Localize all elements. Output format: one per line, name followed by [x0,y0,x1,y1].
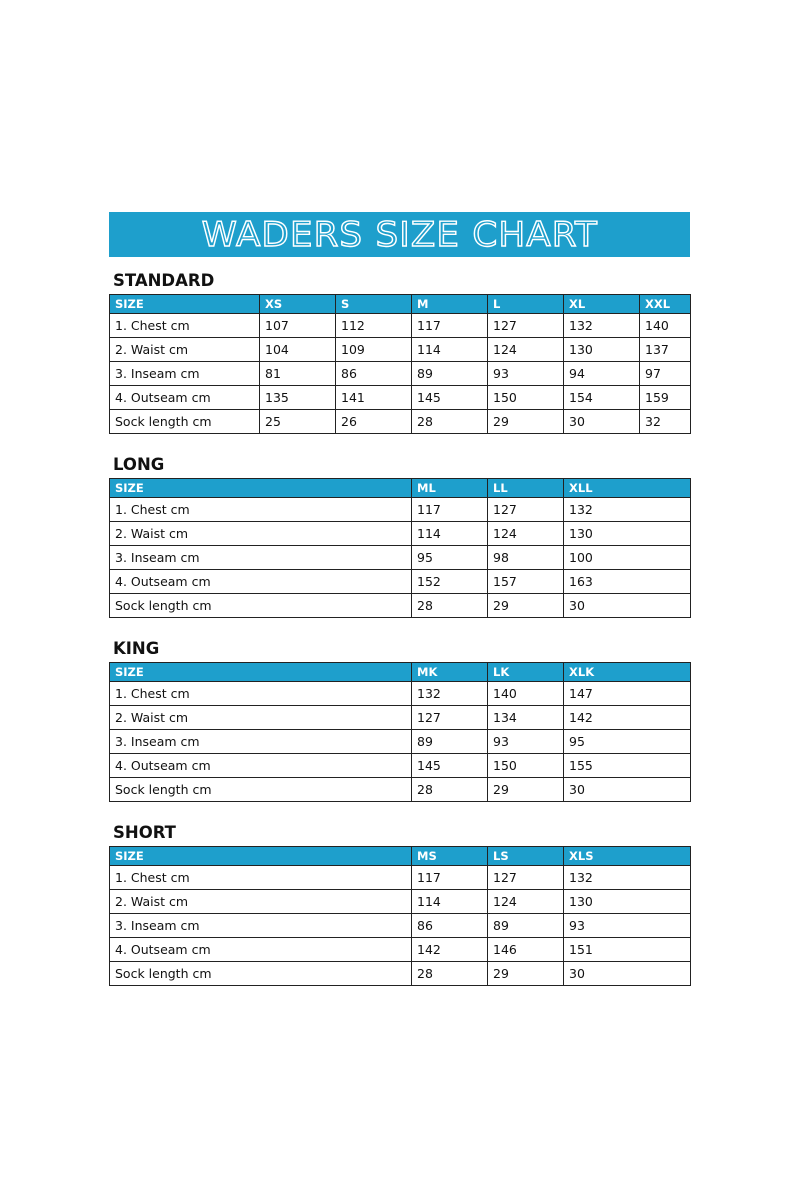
column-header: LL [488,479,564,498]
table-cell: 30 [564,594,691,618]
title-banner [109,212,690,257]
table-header-row [110,295,691,314]
table-cell: 89 [412,362,488,386]
table-cell: 127 [488,498,564,522]
row-label: 2. Waist cm [110,522,412,546]
row-label: Sock length cm [110,778,412,802]
table-cell: 29 [488,594,564,618]
table-cell: 140 [640,314,691,338]
row-label: 3. Inseam cm [110,914,412,938]
table-row [110,362,691,386]
column-header: SIZE [110,295,260,314]
row-label: 1. Chest cm [110,498,412,522]
table-row [110,546,691,570]
row-label: Sock length cm [110,594,412,618]
table-cell: 159 [640,386,691,410]
table-cell: 155 [564,754,691,778]
column-header: XLS [564,847,691,866]
section-short [109,822,690,986]
table-cell: 28 [412,594,488,618]
table-cell: 30 [564,962,691,986]
row-label: 2. Waist cm [110,890,412,914]
table-cell: 81 [260,362,336,386]
row-label: 4. Outseam cm [110,754,412,778]
table-cell: 130 [564,338,640,362]
table-row [110,754,691,778]
table-cell: 134 [488,706,564,730]
table-row [110,314,691,338]
row-label: 2. Waist cm [110,706,412,730]
table-cell: 104 [260,338,336,362]
column-header: XLL [564,479,691,498]
table-row [110,706,691,730]
table-cell: 98 [488,546,564,570]
table-header-row [110,663,691,682]
table-cell: 152 [412,570,488,594]
section-king [109,638,690,802]
row-label: 4. Outseam cm [110,386,260,410]
table-cell: 150 [488,754,564,778]
table-cell: 89 [488,914,564,938]
table-cell: 86 [412,914,488,938]
table-cell: 135 [260,386,336,410]
table-cell: 28 [412,778,488,802]
table-cell: 28 [412,410,488,434]
table-cell: 93 [564,914,691,938]
table-row [110,866,691,890]
table-cell: 140 [488,682,564,706]
size-table-king [109,662,691,802]
table-row [110,522,691,546]
table-header-row [110,479,691,498]
table-cell: 132 [564,314,640,338]
table-cell: 150 [488,386,564,410]
row-label: 3. Inseam cm [110,546,412,570]
table-cell: 25 [260,410,336,434]
table-cell: 124 [488,890,564,914]
table-row [110,914,691,938]
section-standard [109,270,690,434]
table-cell: 145 [412,386,488,410]
table-cell: 86 [336,362,412,386]
table-cell: 163 [564,570,691,594]
table-cell: 124 [488,522,564,546]
section-heading: SHORT [113,823,176,842]
table-cell: 94 [564,362,640,386]
table-cell: 142 [564,706,691,730]
table-cell: 114 [412,338,488,362]
table-row [110,386,691,410]
table-cell: 132 [564,498,691,522]
table-cell: 28 [412,962,488,986]
column-header: SIZE [110,847,412,866]
size-table-standard [109,294,691,434]
column-header: MS [412,847,488,866]
column-header: SIZE [110,479,412,498]
table-cell: 109 [336,338,412,362]
table-cell: 32 [640,410,691,434]
size-table-long [109,478,691,618]
table-cell: 127 [488,314,564,338]
table-cell: 30 [564,410,640,434]
section-heading: STANDARD [113,271,215,290]
column-header: MK [412,663,488,682]
table-row [110,594,691,618]
table-cell: 29 [488,778,564,802]
section-long [109,454,690,618]
table-cell: 26 [336,410,412,434]
column-header: LK [488,663,564,682]
table-cell: 137 [640,338,691,362]
page-title: WADERS SIZE CHART [201,214,598,255]
table-cell: 112 [336,314,412,338]
column-header: L [488,295,564,314]
table-cell: 124 [488,338,564,362]
table-cell: 93 [488,362,564,386]
row-label: 3. Inseam cm [110,730,412,754]
table-cell: 117 [412,498,488,522]
table-header-row [110,847,691,866]
section-heading: KING [113,639,160,658]
table-row [110,498,691,522]
table-cell: 107 [260,314,336,338]
table-row [110,730,691,754]
size-table-short [109,846,691,986]
table-cell: 97 [640,362,691,386]
row-label: 2. Waist cm [110,338,260,362]
column-header: ML [412,479,488,498]
column-header: S [336,295,412,314]
table-cell: 127 [412,706,488,730]
section-heading: LONG [113,455,165,474]
table-row [110,962,691,986]
table-cell: 93 [488,730,564,754]
table-cell: 100 [564,546,691,570]
table-cell: 132 [564,866,691,890]
table-cell: 145 [412,754,488,778]
table-cell: 30 [564,778,691,802]
table-cell: 95 [564,730,691,754]
column-header: M [412,295,488,314]
table-cell: 146 [488,938,564,962]
table-cell: 95 [412,546,488,570]
table-row [110,938,691,962]
row-label: 1. Chest cm [110,314,260,338]
table-cell: 132 [412,682,488,706]
table-cell: 127 [488,866,564,890]
column-header: XL [564,295,640,314]
table-row [110,338,691,362]
table-cell: 151 [564,938,691,962]
table-row [110,778,691,802]
table-row [110,890,691,914]
column-header: XLK [564,663,691,682]
table-cell: 117 [412,866,488,890]
table-cell: 142 [412,938,488,962]
row-label: Sock length cm [110,410,260,434]
column-header: XS [260,295,336,314]
row-label: Sock length cm [110,962,412,986]
table-cell: 147 [564,682,691,706]
row-label: 4. Outseam cm [110,938,412,962]
row-label: 1. Chest cm [110,866,412,890]
column-header: LS [488,847,564,866]
table-cell: 29 [488,962,564,986]
table-cell: 117 [412,314,488,338]
table-cell: 29 [488,410,564,434]
table-cell: 141 [336,386,412,410]
column-header: XXL [640,295,691,314]
table-cell: 114 [412,522,488,546]
table-cell: 154 [564,386,640,410]
row-label: 1. Chest cm [110,682,412,706]
table-cell: 130 [564,522,691,546]
column-header: SIZE [110,663,412,682]
table-row [110,682,691,706]
table-row [110,570,691,594]
table-row [110,410,691,434]
table-cell: 157 [488,570,564,594]
table-cell: 89 [412,730,488,754]
row-label: 3. Inseam cm [110,362,260,386]
table-cell: 114 [412,890,488,914]
table-cell: 130 [564,890,691,914]
row-label: 4. Outseam cm [110,570,412,594]
